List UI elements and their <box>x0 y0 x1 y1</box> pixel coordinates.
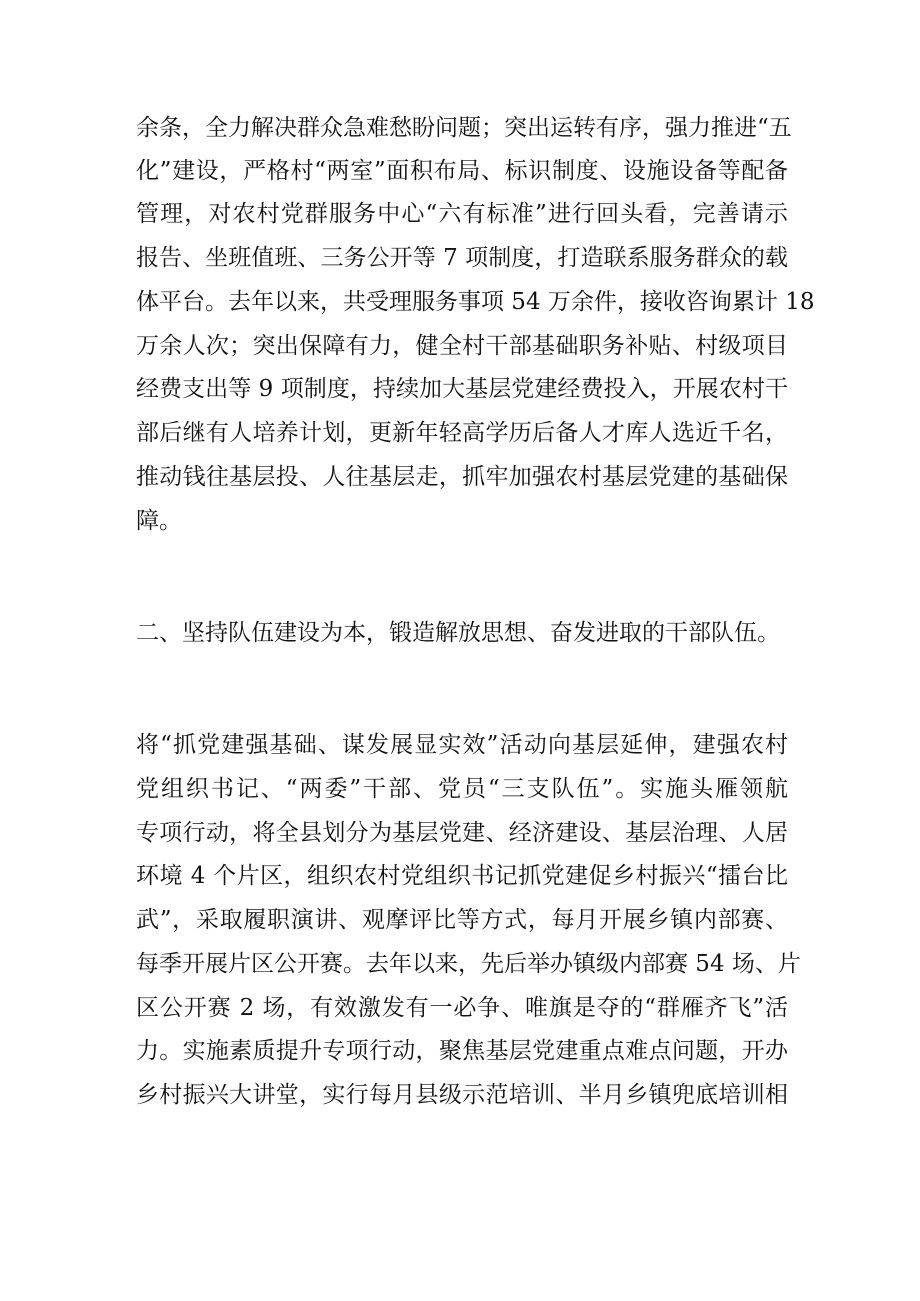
paragraph-line: 化”建设，严格村“两室”面积布局、标识制度、设施设备等配备 <box>136 158 788 184</box>
paragraph-line: 障。 <box>136 508 182 534</box>
paragraph-line: 部后继有人培养计划，更新年轻高学历后备人才库人选近千名， <box>136 420 788 446</box>
section-heading: 二、坚持队伍建设为本，锻造解放思想、奋发进取的干部队伍。 <box>136 620 780 646</box>
paragraph-line: 报告、坐班值班、三务公开等 7 项制度，打造联系服务群众的载 <box>136 245 788 271</box>
paragraph-line: 环境 4 个片区，组织农村党组织书记抓党建促乡村振兴“擂台比 <box>136 863 788 889</box>
paragraph-line: 将“抓党建强基础、谋发展显实效”活动向基层延伸，建强农村 <box>136 732 788 758</box>
paragraph-line: 管理，对农村党群服务中心“六有标准”进行回头看，完善请示 <box>136 201 788 227</box>
paragraph-line: 党组织书记、“两委”干部、党员“三支队伍”。实施头雁领航 <box>136 776 788 802</box>
paragraph-line: 区公开赛 2 场，有效激发有一必争、唯旗是夺的“群雁齐飞”活 <box>136 995 788 1021</box>
paragraph-line: 乡村振兴大讲堂，实行每月县级示范培训、半月乡镇兜底培训相 <box>136 1082 788 1108</box>
paragraph-line: 经费支出等 9 项制度，持续加大基层党建经费投入，开展农村干 <box>136 376 788 402</box>
paragraph-line: 体平台。去年以来，共受理服务事项 54 万余件，接收咨询累计 18 <box>136 289 815 315</box>
paragraph-line: 万余人次；突出保障有力，健全村干部基础职务补贴、村级项目 <box>136 333 788 359</box>
paragraph-line: 武”，采取履职演讲、观摩评比等方式，每月开展乡镇内部赛、 <box>136 907 788 933</box>
paragraph-line: 每季开展片区公开赛。去年以来，先后举办镇级内部赛 54 场、片 <box>136 951 801 977</box>
paragraph-line: 余条，全力解决群众急难愁盼问题；突出运转有序，强力推进“五 <box>136 115 792 141</box>
paragraph-line: 专项行动，将全县划分为基层党建、经济建设、基层治理、人居 <box>136 820 788 846</box>
paragraph-line: 力。实施素质提升专项行动，聚焦基层党建重点难点问题，开办 <box>136 1038 788 1064</box>
paragraph-line: 推动钱往基层投、人往基层走，抓牢加强农村基层党建的基础保 <box>136 464 788 490</box>
